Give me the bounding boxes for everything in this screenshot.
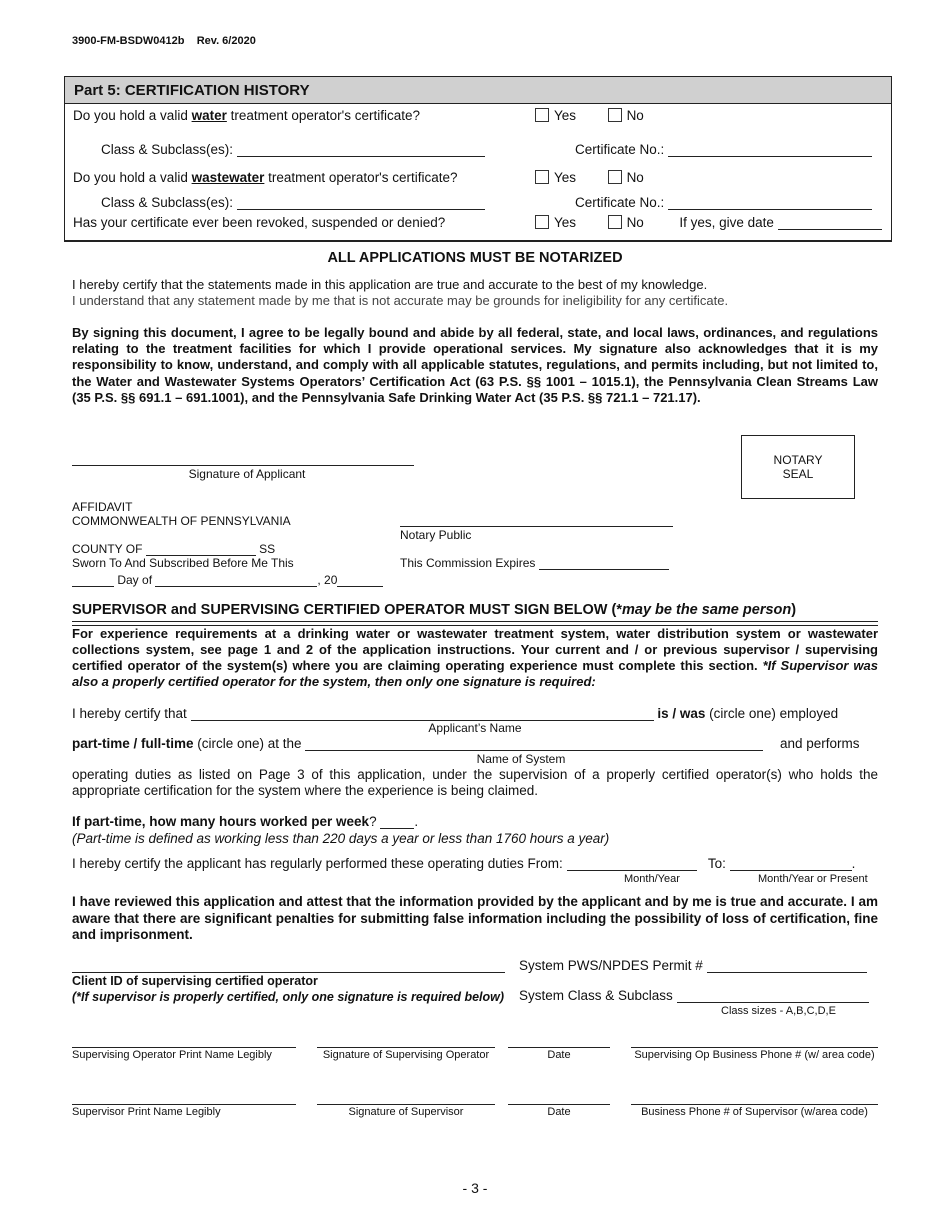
- duties-paragraph: operating duties as listed on Page 3 of this application, under the supervision of a properly certified operator(s) who holds the appropriate certification for the system where the experience is being claimed.: [72, 767, 878, 798]
- permit-field[interactable]: [707, 972, 867, 973]
- affidavit-label: AFFIDAVIT: [72, 500, 133, 514]
- reviewed-paragraph: I have reviewed this application and attest that the information provided by the applicant and by me is true and accurate. I am aware that there are significant penalties for submitting false information including the possibility of loss of certification, fine and imprisonment.: [72, 894, 878, 942]
- and-performs-label: and performs: [780, 736, 860, 751]
- year-prefix: , 20: [317, 573, 338, 587]
- page-number: - 3 -: [462, 1180, 488, 1196]
- cert-no-label: Certificate No.:: [575, 195, 665, 210]
- class-sizes-caption: Class sizes - A,B,C,D,E: [721, 1005, 836, 1017]
- year-field[interactable]: [337, 586, 383, 587]
- sig-caption: Supervising Op Business Phone # (w/ area code): [634, 1049, 875, 1061]
- to-label: To:: [707, 856, 726, 871]
- county-of-label: COUNTY OF: [72, 542, 143, 556]
- revoked-date-field[interactable]: [778, 229, 882, 230]
- supervisor-signature-line[interactable]: [317, 1104, 495, 1105]
- client-id-note: (*If supervisor is properly certified, only one signature is required below): [72, 990, 505, 1004]
- hours-per-week-field[interactable]: [380, 828, 414, 829]
- signature-applicant-label: Signature of Applicant: [188, 467, 306, 481]
- question-water: Do you hold a valid water treatment operator's certificate?: [73, 108, 421, 123]
- water-no-checkbox[interactable]: [608, 108, 622, 122]
- certification-history-section: Part 5: CERTIFICATION HISTORY Do you hold a valid water treatment operator's certificate? Yes No Class & Subclass(es): Certificate No.: Do you hold a valid wastewater treatment operator's certificate? Yes No Class & Subclass(es): Certificate No.: Has your certificate ever been revoked, suspended or denied? Yes No If yes, give date: [64, 76, 892, 242]
- sig-caption: Date: [547, 1106, 571, 1118]
- supervising-operator-date-line[interactable]: [508, 1047, 610, 1048]
- question-revoked: Has your certificate ever been revoked, suspended or denied?: [73, 215, 446, 230]
- notary-public-line[interactable]: [400, 526, 673, 527]
- client-id-line[interactable]: [72, 972, 505, 973]
- client-id-label: Client ID of supervising certified operator: [72, 974, 318, 988]
- month-field[interactable]: [155, 586, 317, 587]
- part-full-label: part-time / full-time: [72, 736, 194, 751]
- sig-caption: Supervisor Print Name Legibly: [72, 1106, 221, 1118]
- sig-caption: Business Phone # of Supervisor (w/area code): [641, 1106, 868, 1118]
- day-of-label: Day of: [117, 573, 153, 587]
- supervisor-date-line[interactable]: [508, 1104, 610, 1105]
- sig-caption: Date: [547, 1049, 571, 1061]
- certify-that-label: I hereby certify that: [72, 706, 187, 721]
- water-class-field[interactable]: [237, 156, 485, 157]
- month-year-present-caption: Month/Year or Present: [758, 873, 868, 885]
- wastewater-cert-no-field[interactable]: [668, 209, 872, 210]
- question-wastewater: Do you hold a valid wastewater treatment operator's certificate?: [73, 170, 458, 185]
- water-yes-checkbox[interactable]: [535, 108, 549, 122]
- day-field[interactable]: [72, 586, 114, 587]
- supervisor-name-line[interactable]: [72, 1104, 296, 1105]
- supervising-operator-phone-line[interactable]: [631, 1047, 878, 1048]
- circle-one-at-label: (circle one) at the: [193, 736, 302, 751]
- supervising-operator-name-line[interactable]: [72, 1047, 296, 1048]
- experience-paragraph: For experience requirements at a drinking water or wastewater treatment system, water distribution system or wastewater collections system, see page 1 and 2 of the application instructions. Your current and / or previous supervisor / supervising certified operator of the system(s) where you are claiming operating experience must complete this section. *If Supervisor was also a properly certified operator for the system, then only one signature is required:: [72, 626, 878, 689]
- section-header: Part 5: CERTIFICATION HISTORY: [65, 77, 891, 104]
- sig-caption: Signature of Supervisor: [348, 1106, 464, 1118]
- wastewater-no-checkbox[interactable]: [608, 170, 622, 184]
- wastewater-class-field[interactable]: [237, 209, 485, 210]
- system-class-label: System Class & Subclass: [519, 988, 673, 1003]
- supervising-operator-signature-line[interactable]: [317, 1047, 495, 1048]
- commission-expires-field[interactable]: [539, 569, 669, 570]
- applicant-signature-line[interactable]: [72, 465, 414, 466]
- month-year-caption: Month/Year: [624, 873, 680, 885]
- notary-public-label: Notary Public: [400, 528, 472, 542]
- permit-label: System PWS/NPDES Permit #: [519, 958, 703, 973]
- regularly-performed-label: I hereby certify the applicant has regularly performed these operating duties From:: [72, 856, 563, 871]
- certify-line-1: I hereby certify that the statements made in this application are true and accurate to the best of my knowledge.: [72, 277, 708, 292]
- sig-caption: Supervising Operator Print Name Legibly: [72, 1049, 272, 1061]
- wastewater-yes-checkbox[interactable]: [535, 170, 549, 184]
- revoked-yes-checkbox[interactable]: [535, 215, 549, 229]
- sworn-label: Sworn To And Subscribed Before Me This: [72, 556, 294, 570]
- class-label: Class & Subclass(es):: [101, 142, 234, 157]
- commonwealth-label: COMMONWEALTH OF PENNSYLVANIA: [72, 514, 291, 528]
- commission-expires-label: This Commission Expires: [400, 556, 536, 570]
- form-id: 3900-FM-BSDW0412b Rev. 6/2020: [72, 35, 256, 47]
- legal-paragraph: By signing this document, I agree to be legally bound and abide by all federal, state, and local laws, ordinances, and regulations relating to the treatment facilities for which I provide operational services. My signature also acknowledges that it is my responsibility to know, understand, and comply with all applicable statutes, regulations, and permits including, but not limited to, the Water and Wastewater Systems Operators’ Certification Act (63 P.S. §§ 1001 – 1015.1), the Pennsylvania Clean Streams Law (35 P.S. §§ 691.1 – 691.1001), and the Pennsylvania Safe Drinking Water Act (35 P.S. §§ 721.1 – 721.17).: [72, 325, 878, 405]
- cert-no-label: Certificate No.:: [575, 142, 665, 157]
- supervisor-section-title: SUPERVISOR and SUPERVISING CERTIFIED OPERATOR MUST SIGN BELOW (*may be the same person): [72, 602, 797, 618]
- notarized-title: ALL APPLICATIONS MUST BE NOTARIZED: [327, 250, 623, 266]
- ss-label: SS: [259, 542, 276, 556]
- name-of-system-caption: Name of System: [476, 752, 566, 766]
- if-yes-date-label: If yes, give date: [679, 215, 774, 230]
- certify-line-2: I understand that any statement made by me that is not accurate may be grounds for ineligibility for any certificate.: [72, 293, 729, 308]
- hours-question: If part-time, how many hours worked per week: [72, 814, 370, 829]
- from-date-field[interactable]: [567, 870, 697, 871]
- circle-one-employed: (circle one) employed: [705, 706, 839, 721]
- is-was-label: is / was: [657, 706, 706, 721]
- system-class-field[interactable]: [677, 1002, 869, 1003]
- system-name-field[interactable]: [305, 750, 763, 751]
- to-date-field[interactable]: [730, 870, 852, 871]
- part-time-definition: (Part-time is defined as working less than 220 days a year or less than 1760 hours a year): [72, 831, 610, 846]
- supervisor-phone-line[interactable]: [631, 1104, 878, 1105]
- applicants-name-caption: Applicant’s Name: [428, 721, 522, 735]
- water-cert-no-field[interactable]: [668, 156, 872, 157]
- revoked-no-checkbox[interactable]: [608, 215, 622, 229]
- notary-seal-box: NOTARY SEAL: [741, 435, 855, 499]
- class-label: Class & Subclass(es):: [101, 195, 234, 210]
- sig-caption: Signature of Supervising Operator: [322, 1049, 490, 1061]
